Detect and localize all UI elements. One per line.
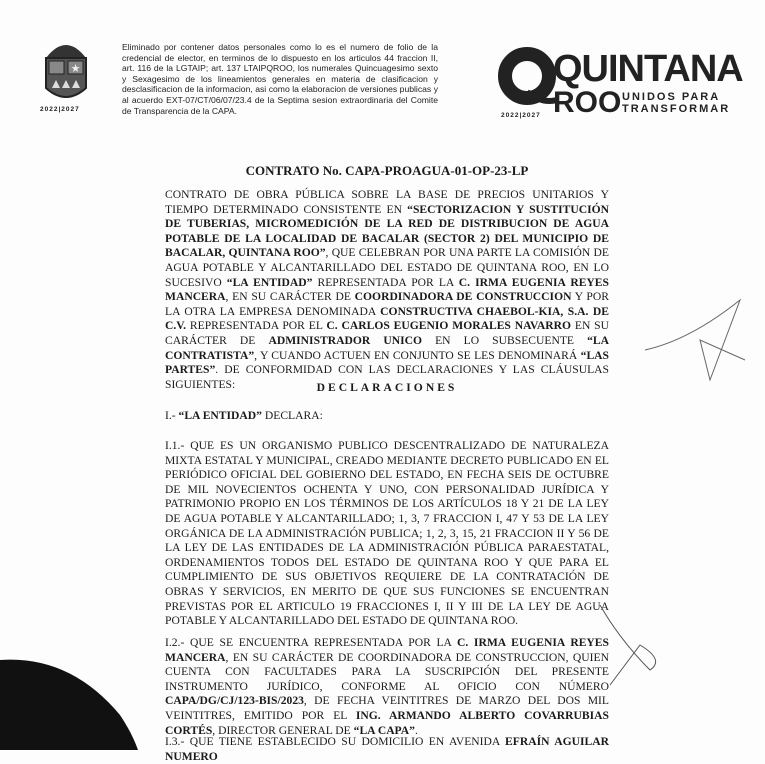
declaration-i-heading: [165, 409, 609, 424]
text-segment: CONTRATO DE OBRA PÚBLICA SOBRE LA BASE DE PRECIOS UNITARIOS Y TIEMPO DETERMINADO CONSISTENTE EN: [165, 188, 609, 216]
text-segment: . DE CONFORMIDAD CON LAS DECLARACIONES Y LAS CLÁUSULAS SIGUIENTES:: [165, 363, 609, 391]
signature-mark: [590, 600, 670, 690]
bold-text-segment: CAPA/DG/CJ/123-BIS/2023: [165, 694, 304, 708]
redaction-note: Eliminado por contener datos personales como lo es el numero de folio de la credencial de elector, en terminos de lo dispuesto en los articulos 44 fraccion II, art. 116 de la LGTAIP; art. 137 LTAIPQROO, los numerales Quincuagesimo sexto y Sexagesimo de los lineamientos generales en materia de clasificacion y desclasificacion de la informacion, asi como la elaboracion de versiones publicas y al acuerdo EXT-07/CT/06/07/23.4 de la Septima sesion extraordinaria del Comite de Transparencia de la CAPA.: [122, 42, 438, 116]
bold-text-segment: EFRAÍN AGUILAR NUMERO: [165, 735, 609, 763]
bold-text-segment: “LA CAPA”: [353, 723, 415, 737]
text-segment: , EN SU CARÁCTER DE COORDINADORA DE CONSTRUCCION, QUIEN CUENTA CON FACULTADES PARA LA SUSCRIPCIÓN DEL PRESENTE INSTRUMENTO JURÍDICO, CONFORME AL OFICIO CON NÚMERO: [165, 650, 609, 693]
text-segment: Y POR LA OTRA LA EMPRESA DENOMINADA: [165, 290, 609, 318]
text-segment: REPRESENTADA POR EL: [186, 319, 327, 333]
text-segment: I.1.- QUE ES UN ORGANISMO PUBLICO DESCENTRALIZADO DE NATURALEZA MIXTA ESTATAL Y MUNICIPAL, CREADO MEDIANTE DECRETO PUBLICADO EN EL PERIÓDICO OFICIAL DEL GOBIERNO DEL ESTADO, EN FECHA SEIS DE OCTUBRE DE MIL NOVECIENTOS OCHENTA Y UNO, CON PERSONALIDAD JURÍDICA Y PATRIMONIO PROPIO EN LOS TÉRMINOS DE LOS ARTÍCULOS 18 Y 21 DE LA LEY DE AGUA POTABLE Y ALCANTARILLADO; 1, 3, 7 FRACCION I, 47 Y 53 DE LA LEY ORGÁNICA DE LA ADMINISTRACIÓN PUBLICA; 1, 2, 3, 15, 21 FRACCION II Y 56 DE LA LEY DE LAS ENTIDADES DE LA ADMINISTRACIÓN PÚBLICA PARAESTATAL, ORDENAMIENTOS TODOS DEL ESTADO DE QUINTANA ROO Y QUE PARA EL CUMPLIMIENTO DE SUS OBJETIVOS REQUIERE DE LA CONTRATACIÓN DE OBRAS Y SERVICIOS, EN MERITO DE QUE SUS FUNCIONES SE ENCUENTRAN PREVISTAS POR EL ARTICULO 19 FRACCIONES I, II Y III DE LA LEY DE AGUA POTABLE Y ALCANTARILLADO DEL ESTADO DE QUINTANA ROO.: [165, 439, 609, 628]
contract-title: CONTRATO No. CAPA-PROAGUA-01-OP-23-LP: [245, 163, 529, 178]
bold-text-segment: C. CARLOS EUGENIO MORALES NAVARRO: [326, 319, 572, 333]
text-segment: , DIRECTOR GENERAL DE: [212, 723, 354, 737]
bold-text-segment: C. IRMA EUGENIA REYES MANCERA: [165, 636, 609, 664]
text-segment: DECLARA:: [261, 409, 323, 422]
bold-text-segment: “SECTORIZACION Y SUSTITUCIÓN DE TUBERIAS, MICROMEDICIÓN DE LA RED DE DISTRIBUCION DE AGUA POTABLE DE LA LOCALIDAD DE BACALAR (SECTOR 2) DEL MUNICIPIO DE BACALAR, QUINTANA ROO”: [165, 202, 609, 260]
bold-text-segment: C. IRMA EUGENIA REYES MANCERA: [165, 275, 609, 304]
logo-line1: QUINTANA: [553, 48, 743, 90]
text-segment: , QUE CELEBRAN POR UNA PARTE LA COMISIÓN DE AGUA POTABLE Y ALCANTARILLADO DEL ESTADO DE QUINTANA ROO, EN LO SUCESIVO: [165, 246, 609, 289]
text-segment: I.-: [165, 409, 179, 422]
logo-tagline2: TRANSFORMAR: [622, 103, 731, 115]
logo-line2: ROO: [553, 86, 622, 119]
bold-text-segment: ADMINISTRADOR UNICO: [268, 333, 422, 347]
text-segment: REPRESENTADA POR LA: [312, 275, 459, 289]
bold-text-segment: CONSTRUCTIVA CHAEBOL-KIA, S.A. DE C.V.: [165, 304, 609, 333]
logo-tagline: [622, 91, 730, 115]
signature-mark: [640, 290, 750, 410]
intro-paragraph: [165, 188, 609, 392]
bold-text-segment: “LA ENTIDAD”: [178, 409, 262, 422]
text-segment: I.3.- QUE TIENE ESTABLECIDO SU DOMICILIO EN AVENIDA: [165, 735, 506, 748]
text-segment: EN SU CARÁCTER DE: [165, 319, 609, 347]
declaration-i1: [165, 439, 609, 629]
scan-artifact: [0, 655, 140, 750]
bold-text-segment: “LA ENTIDAD”: [226, 275, 313, 289]
svg-text:★: ★: [70, 63, 81, 75]
logo-tagline1: UNIDOS PARA: [622, 91, 721, 103]
text-segment: , DE FECHA VEINTITRES DE MARZO DEL DOS MIL VEINTITRES, EMITIDO POR EL: [165, 694, 609, 722]
seal-years: 2022|2027: [40, 106, 80, 113]
state-seal: [40, 36, 92, 106]
text-segment: , EN SU CARÁCTER DE: [225, 290, 355, 304]
declaration-i2: [165, 636, 609, 738]
text-segment: , Y CUANDO ACTUEN EN CONJUNTO SE LES DENOMINARÁ: [254, 348, 581, 362]
declarations-heading: DECLARACIONES: [316, 381, 458, 394]
bold-text-segment: COORDINADORA DE CONSTRUCCION: [354, 290, 572, 304]
bold-text-segment: “LA CONTRATISTA”: [165, 333, 609, 362]
quintana-roo-logo: [497, 42, 762, 122]
bold-text-segment: “LAS PARTES”: [165, 348, 609, 377]
text-segment: EN LO SUBSECUENTE: [422, 333, 588, 347]
text-segment: I.2.- QUE SE ENCUENTRA REPRESENTADA POR LA: [165, 636, 457, 649]
logo-years: 2022|2027: [501, 112, 541, 119]
text-segment: .: [414, 723, 418, 737]
bold-text-segment: ING. ARMANDO ALBERTO COVARRUBIAS CORTÉS: [165, 708, 609, 737]
